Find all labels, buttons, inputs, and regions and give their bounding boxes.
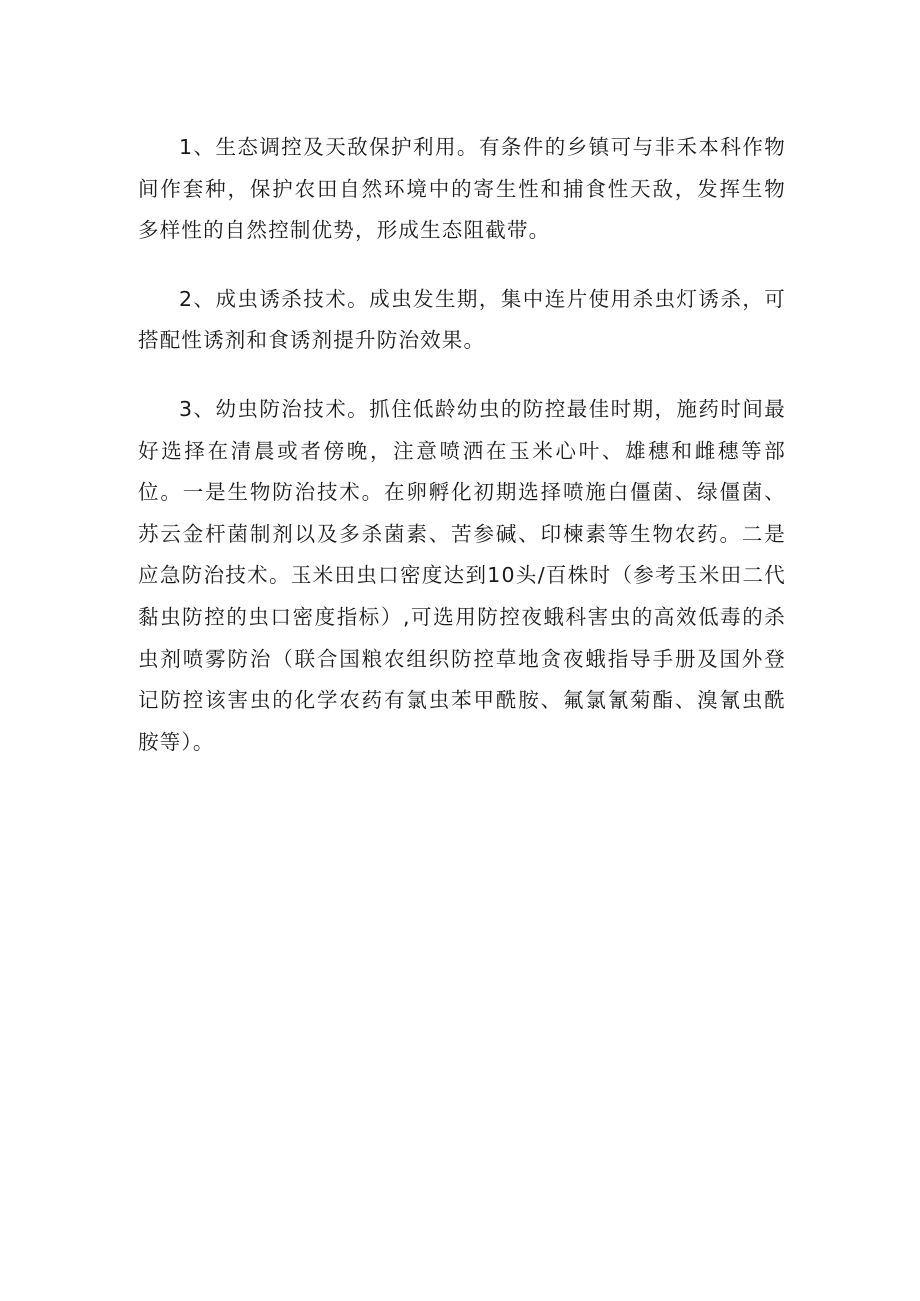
- paragraph-adult-trapping: 2、成虫诱杀技术。成虫发生期，集中连片使用杀虫灯诱杀，可搭配性诱剂和食诱剂提升防治效果。: [138, 286, 786, 353]
- paragraph-ecological-control: 1、生态调控及天敌保护利用。有条件的乡镇可与非禾本科作物间作套种，保护农田自然环境中的寄生性和捕食性天敌，发挥生物多样性的自然控制优势，形成生态阻截带。: [138, 135, 786, 243]
- document-body: [138, 127, 786, 790]
- paragraph-larva-control: 3、幼虫防治技术。抓住低龄幼虫的防控最佳时期，施药时间最好选择在清晨或者傍晚，注意喷洒在玉米心叶、雄穗和雌穗等部位。一是生物防治技术。在卵孵化初期选择喷施白僵菌、绿僵菌、苏云金杆菌制剂以及多杀菌素、苦参碱、印楝素等生物农药。二是应急防治技术。玉米田虫口密度达到10头/百株时（参考玉米田二代黏虫防控的虫口密度指标）,可选用防控夜蛾科害虫的高效低毒的杀虫剂喷雾防治（联合国粮农组织防控草地贪夜蛾指导手册及国外登记防控该害虫的化学农药有氯虫苯甲酰胺、氟氯氰菊酯、溴氰虫酰胺等）。: [138, 396, 786, 754]
